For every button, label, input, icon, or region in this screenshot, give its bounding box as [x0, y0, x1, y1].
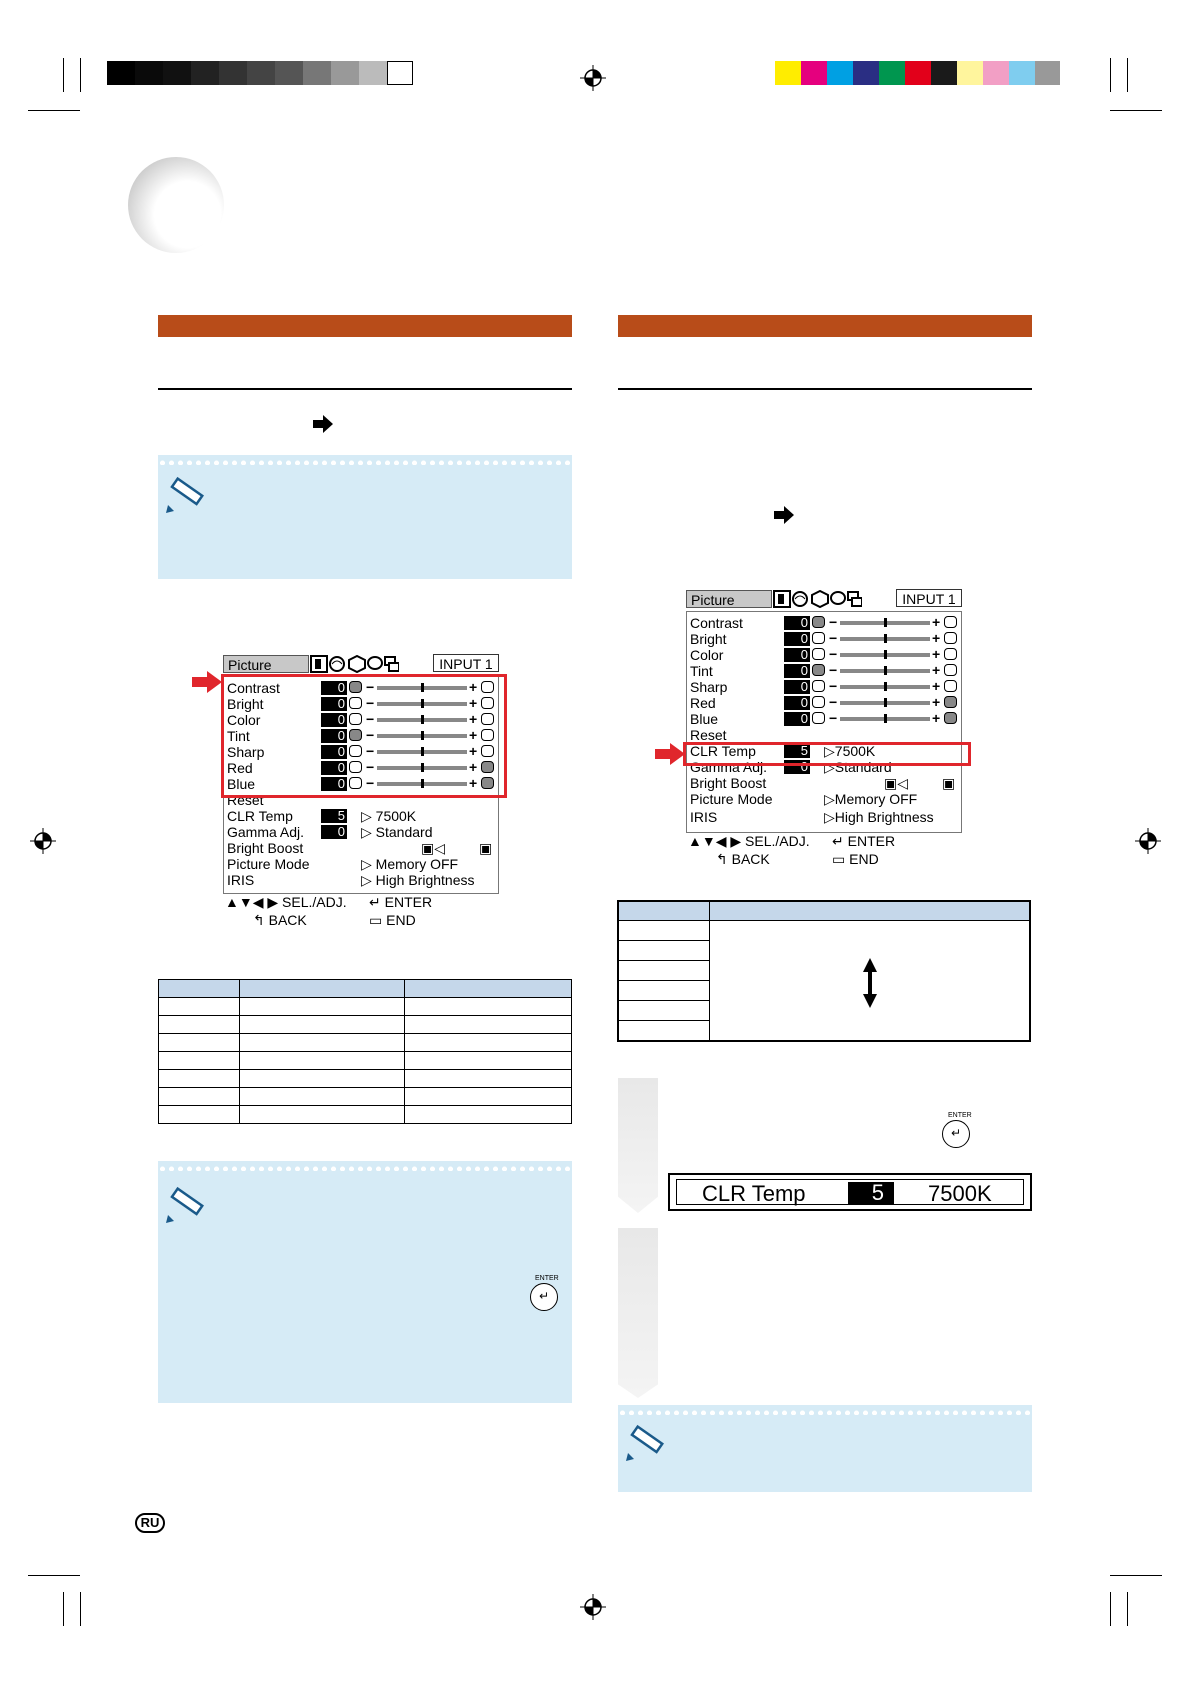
- arrow-right-icon: [313, 415, 333, 433]
- registration-mark-icon: [30, 828, 56, 854]
- slider-bright[interactable]: − +: [349, 696, 497, 712]
- menu-row-tint[interactable]: Tint: [690, 663, 713, 679]
- registration-mark-icon: [1135, 828, 1161, 854]
- value-bright: 0: [321, 697, 347, 711]
- menu-row-contrast[interactable]: Contrast: [227, 680, 280, 696]
- option-picture-mode: ▷ Memory OFF: [361, 856, 459, 872]
- menu-row-picture-mode[interactable]: Picture Mode: [690, 791, 773, 807]
- clr-temp-display: [668, 1173, 1032, 1211]
- section-rule-left: [158, 388, 572, 390]
- pencil-note-icon: [164, 1185, 204, 1223]
- menu-row-clr-temp[interactable]: CLR Temp: [690, 743, 756, 759]
- menu-row-reset[interactable]: Reset: [690, 727, 727, 743]
- value-bright: 0: [784, 632, 810, 646]
- menu-row-sharp[interactable]: Sharp: [227, 744, 265, 760]
- option-clr-temp: ▷7500K: [824, 743, 876, 759]
- menu-row-picture-mode[interactable]: Picture Mode: [227, 856, 310, 872]
- slider-red[interactable]: − +: [349, 760, 497, 776]
- menu-row-gamma[interactable]: Gamma Adj.: [690, 759, 768, 775]
- value-clr-temp: 5: [321, 809, 347, 823]
- clr-temp-display-value: 5: [848, 1182, 894, 1204]
- section-rule-right: [618, 388, 1032, 390]
- footer-back: ↰ BACK: [253, 912, 307, 928]
- footer-back: ↰ BACK: [716, 851, 770, 867]
- step-tab-2: [618, 1228, 658, 1398]
- clr-temp-display-option: 7500K: [928, 1181, 992, 1206]
- menu-row-bright-boost[interactable]: Bright Boost: [690, 775, 767, 791]
- arrow-right-icon: [774, 506, 794, 524]
- option-gamma: ▷Standard: [824, 759, 892, 775]
- slider-contrast[interactable]: − +: [349, 680, 497, 696]
- menu-row-iris[interactable]: IRIS: [690, 809, 718, 825]
- option-iris: ▷ High Brightness: [361, 872, 475, 888]
- slider-contrast[interactable]: − +: [812, 615, 960, 631]
- value-color: 0: [784, 648, 810, 662]
- footer-enter: ↵ ENTER: [832, 833, 896, 849]
- slider-color[interactable]: − +: [349, 712, 497, 728]
- enter-button-icon: ↵: [530, 1283, 558, 1311]
- footer-sel: ▲▼◀ ▶ SEL./ADJ.: [688, 833, 810, 849]
- step-tab-1: [618, 1078, 658, 1213]
- menu-row-color[interactable]: Color: [227, 712, 261, 728]
- menu-tab-icons: [309, 655, 399, 673]
- footer-end: ▭ END: [369, 912, 416, 928]
- menu-row-blue[interactable]: Blue: [227, 776, 256, 792]
- picture-tab[interactable]: Picture: [223, 655, 309, 673]
- menu-row-blue[interactable]: Blue: [690, 711, 719, 727]
- footer-end: ▭ END: [832, 851, 879, 867]
- menu-row-tint[interactable]: Tint: [227, 728, 250, 744]
- section-header-bar-right: [618, 315, 1032, 337]
- enter-key-caption: ENTER: [535, 1275, 559, 1282]
- value-blue: 0: [784, 712, 810, 726]
- value-tint: 0: [784, 664, 810, 678]
- pencil-note-icon: [164, 475, 204, 513]
- menu-row-bright-boost[interactable]: Bright Boost: [227, 840, 304, 856]
- registration-mark-icon: [580, 65, 606, 91]
- pointer-arrow-icon: [192, 671, 222, 693]
- value-clr-temp: 5: [784, 744, 810, 758]
- slider-tint[interactable]: − +: [812, 663, 960, 679]
- slider-red[interactable]: − +: [812, 695, 960, 711]
- slider-color[interactable]: − +: [812, 647, 960, 663]
- bright-boost-icon: ▣◁: [421, 840, 445, 856]
- option-picture-mode: ▷Memory OFF: [824, 791, 918, 807]
- menu-row-contrast[interactable]: Contrast: [690, 615, 743, 631]
- menu-row-reset[interactable]: Reset: [227, 792, 264, 808]
- language-badge: RU: [135, 1513, 165, 1533]
- value-red: 0: [784, 696, 810, 710]
- value-contrast: 0: [321, 681, 347, 695]
- menu-row-red[interactable]: Red: [227, 760, 253, 776]
- bright-boost-off-icon: ▣: [479, 840, 493, 856]
- value-gamma: 0: [784, 760, 810, 774]
- bright-boost-off-icon: ▣: [942, 775, 956, 791]
- option-iris: ▷High Brightness: [824, 809, 934, 825]
- option-clr-temp: ▷ 7500K: [361, 808, 417, 824]
- menu-tab-icons: [772, 590, 862, 608]
- value-contrast: 0: [784, 616, 810, 630]
- section-header-bar-left: [158, 315, 572, 337]
- pointer-arrow-icon: [655, 743, 685, 765]
- slider-blue[interactable]: − +: [349, 776, 497, 792]
- menu-row-red[interactable]: Red: [690, 695, 716, 711]
- slider-tint[interactable]: − +: [349, 728, 497, 744]
- note-box-bottom-left: [158, 1161, 572, 1403]
- note-box-bottom-right: [618, 1405, 1032, 1492]
- menu-row-sharp[interactable]: Sharp: [690, 679, 728, 695]
- clr-temp-display-label: CLR Temp: [702, 1181, 806, 1206]
- picture-tab[interactable]: Picture: [686, 590, 772, 608]
- enter-key-caption: ENTER: [948, 1112, 972, 1119]
- highlight-box-adjustments: [221, 674, 507, 798]
- footer-enter: ↵ ENTER: [369, 894, 433, 910]
- up-down-arrow-icon: [863, 958, 877, 1008]
- slider-blue[interactable]: − +: [812, 711, 960, 727]
- adjustment-table: [158, 979, 572, 1124]
- menu-row-color[interactable]: Color: [690, 647, 724, 663]
- option-gamma: ▷ Standard: [361, 824, 433, 840]
- value-blue: 0: [321, 777, 347, 791]
- chapter-circle: [128, 157, 224, 253]
- menu-row-iris[interactable]: IRIS: [227, 872, 255, 888]
- menu-row-clr-temp[interactable]: CLR Temp: [227, 808, 293, 824]
- registration-mark-icon: [580, 1594, 606, 1620]
- value-sharp: 0: [784, 680, 810, 694]
- menu-row-bright[interactable]: Bright: [227, 696, 264, 712]
- slider-sharp[interactable]: − +: [812, 679, 960, 695]
- slider-sharp[interactable]: − +: [349, 744, 497, 760]
- clr-temp-table: [617, 900, 1031, 1042]
- menu-row-bright[interactable]: Bright: [690, 631, 727, 647]
- enter-button-icon: ↵: [942, 1120, 970, 1148]
- slider-bright[interactable]: − +: [812, 631, 960, 647]
- value-gamma: 0: [321, 825, 347, 839]
- menu-row-gamma[interactable]: Gamma Adj.: [227, 824, 305, 840]
- highlight-box-clr-temp: [683, 742, 971, 766]
- input-label: INPUT 1: [433, 654, 499, 672]
- value-red: 0: [321, 761, 347, 775]
- input-label: INPUT 1: [896, 589, 962, 607]
- value-tint: 0: [321, 729, 347, 743]
- osd-menu-right: [680, 587, 968, 869]
- bright-boost-icon: ▣◁: [884, 775, 908, 791]
- note-box-top-left: [158, 455, 572, 579]
- footer-sel: ▲▼◀ ▶ SEL./ADJ.: [225, 894, 347, 910]
- value-sharp: 0: [321, 745, 347, 759]
- pencil-note-icon: [624, 1423, 664, 1461]
- value-color: 0: [321, 713, 347, 727]
